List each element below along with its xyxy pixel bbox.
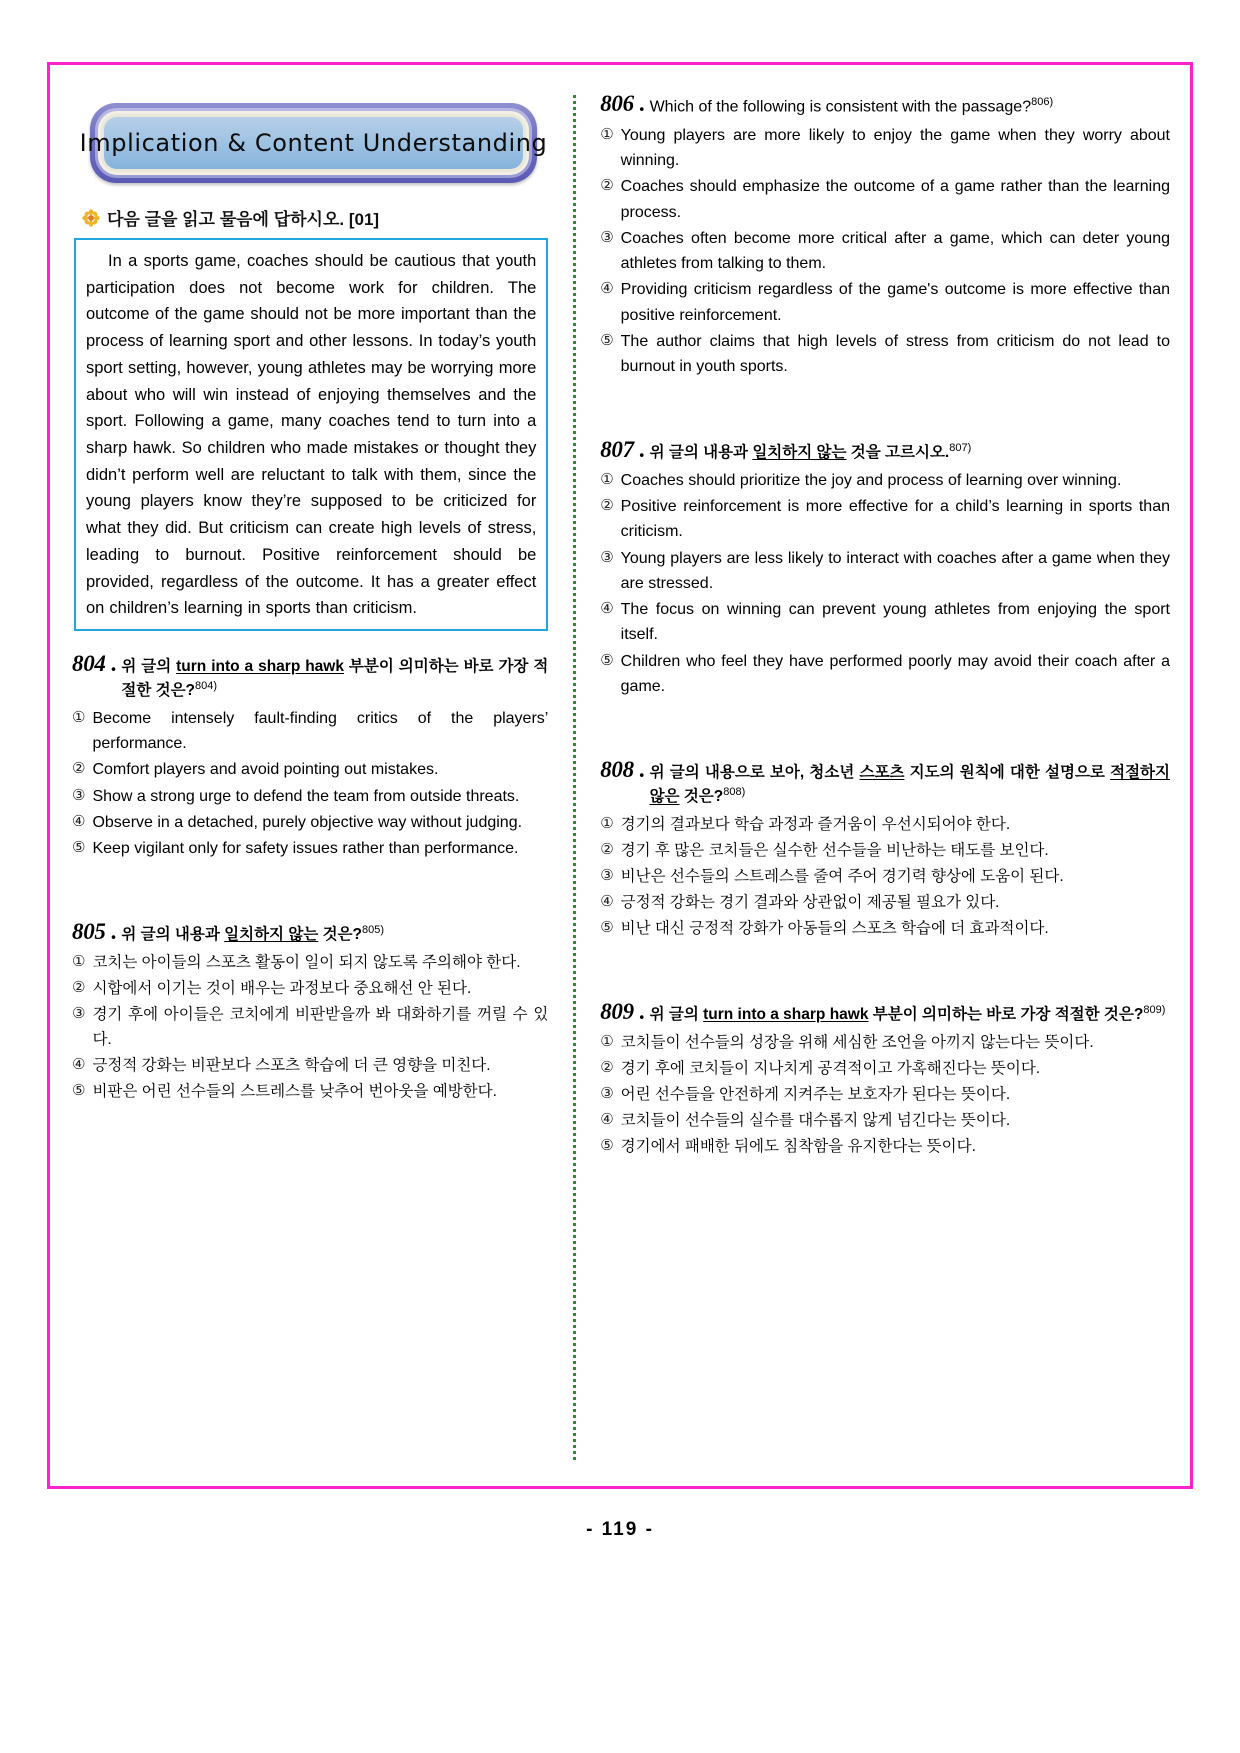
option-item[interactable] <box>600 1108 1170 1133</box>
option-item[interactable] <box>600 916 1170 941</box>
question-806-number: 806 <box>600 91 634 116</box>
option-item[interactable] <box>72 950 548 975</box>
option-marker: ⑤ <box>600 331 614 349</box>
question-807 <box>600 437 1170 699</box>
option-marker: ② <box>600 496 614 514</box>
option-item[interactable] <box>600 812 1170 837</box>
option-item[interactable] <box>600 890 1170 915</box>
option-marker: ① <box>600 814 614 832</box>
option-marker: ④ <box>72 1056 86 1073</box>
reading-instruction-label: 다음 글을 읽고 물음에 답하시오. [01] <box>107 210 380 229</box>
question-807-stem: 위 글의 내용과 일치하지 않는 것을 고르시오.$^{807)}$ <box>649 442 972 462</box>
option-item[interactable] <box>72 757 548 782</box>
option-text: 긍정적 강화는 비판보다 스포츠 학습에 더 큰 영향을 미친다. <box>92 1057 491 1074</box>
option-marker: ③ <box>72 1004 86 1022</box>
option-text: Become intensely fault-finding critics of the players’ performance. <box>92 709 549 752</box>
option-text: 경기에서 패배한 뒤에도 침착함을 유지한다는 뜻이다. <box>620 1137 976 1155</box>
option-text: 경기 후 많은 코치들은 실수한 선수들을 비난하는 태도를 보인다. <box>620 841 1049 859</box>
question-806-stem: Which of the following is consistent with the passage?$^{806)}$ <box>649 95 1054 115</box>
option-text: 비판은 어린 선수들의 스트레스를 낮추어 번아웃을 예방한다. <box>92 1083 497 1101</box>
question-804-options <box>72 706 548 862</box>
banner-title: Implication & Content Understanding <box>79 129 548 157</box>
question-808-stem: 위 글의 내용으로 보아, 청소년 스포츠 지도의 원칙에 대한 설명으로 적절하지 않은 것은?$^{808)}$ <box>649 764 1170 806</box>
option-item[interactable] <box>600 597 1170 648</box>
option-item[interactable] <box>600 546 1170 597</box>
option-text: 비난은 선수들의 스트레스를 줄여 주어 경기력 향상에 도움이 된다. <box>620 867 1064 885</box>
option-item[interactable] <box>600 226 1170 277</box>
page-footer <box>0 1519 1240 1541</box>
option-marker: ③ <box>600 548 614 566</box>
option-text: Young players are more likely to enjoy the game when they worry about winning. <box>620 126 1170 170</box>
question-809 <box>600 999 1170 1159</box>
page-number: - 119 - <box>586 1519 654 1540</box>
option-text: Observe in a detached, purely objective way without judging. <box>92 813 523 831</box>
option-item[interactable] <box>600 468 1170 493</box>
option-text: Keep vigilant only for safety issues rather than performance. <box>92 840 519 858</box>
question-809-ref: 809) <box>1143 1004 1166 1017</box>
option-item[interactable] <box>600 277 1170 328</box>
option-item[interactable] <box>72 810 548 835</box>
question-808-options <box>600 812 1170 942</box>
question-805-ref: 805) <box>362 924 385 937</box>
question-805-stem: 위 글의 내용과 일치하지 않는 것은?$^{805)}$ <box>121 924 385 944</box>
option-text: The author claims that high levels of stress from criticism do not lead to burnout in youth sports. <box>620 332 1170 376</box>
question-809-number: 809 <box>600 999 634 1025</box>
option-marker: ④ <box>600 280 614 298</box>
question-805-options <box>72 950 548 1105</box>
question-808 <box>600 757 1170 941</box>
question-804-head: 804 . 위 글의 turn into a sharp hawk 부분이 의미하는 바로 가장 적절한 것은?$^{804)}$ <box>72 651 548 703</box>
banner-core <box>79 117 548 169</box>
flower-icon <box>82 209 100 227</box>
option-marker: ② <box>600 1058 614 1076</box>
option-item[interactable] <box>72 784 548 809</box>
option-text: Positive reinforcement is more effective for a child’s learning in sports than criticism. <box>620 497 1170 541</box>
option-text: 코치들이 선수들의 성장을 위해 세심한 조언을 아끼지 않는다는 뜻이다. <box>620 1033 1094 1051</box>
option-item[interactable] <box>72 1079 548 1104</box>
option-marker: ① <box>600 1032 614 1050</box>
option-marker: ④ <box>600 1110 614 1128</box>
option-item[interactable] <box>600 1056 1170 1081</box>
option-item[interactable] <box>600 174 1170 225</box>
question-809-stem: 위 글의 turn into a sharp hawk 부분이 의미하는 바로 가장 적절한 것은?$^{809)}$ <box>649 1004 1166 1024</box>
question-807-number: 807 <box>600 437 634 463</box>
section-banner <box>79 103 548 183</box>
option-item[interactable] <box>600 123 1170 174</box>
option-item[interactable] <box>72 1053 548 1078</box>
option-text: Coaches often become more critical after a game, which can deter young athletes from talking to them. <box>620 229 1170 273</box>
option-text: 시합에서 이기는 것이 배우는 과정보다 중요해선 안 된다. <box>92 979 472 997</box>
question-806-options <box>600 123 1170 380</box>
question-804-number: 804 <box>72 651 106 677</box>
option-marker: ⑤ <box>600 1136 614 1154</box>
option-marker: ④ <box>600 893 614 911</box>
option-marker: ③ <box>600 228 614 246</box>
banner-layer-cream <box>79 111 548 175</box>
page-frame <box>47 62 1193 1489</box>
left-column <box>58 73 562 1478</box>
option-marker: ③ <box>600 1084 614 1102</box>
option-item[interactable] <box>600 649 1170 700</box>
option-text: 어린 선수들을 안전하게 지켜주는 보호자가 된다는 뜻이다. <box>620 1085 1011 1103</box>
option-marker: ① <box>72 708 86 726</box>
passage-box <box>74 238 548 631</box>
option-item[interactable] <box>600 1082 1170 1107</box>
question-804 <box>72 651 548 861</box>
option-marker: ③ <box>600 866 614 884</box>
option-text: 코치는 아이들의 스포츠 활동이 일이 되지 않도록 주의해야 한다. <box>92 953 521 971</box>
option-text: 긍정적 강화는 경기 결과와 상관없이 제공될 필요가 있다. <box>620 894 1000 912</box>
option-item[interactable] <box>72 1002 548 1052</box>
option-marker: ① <box>72 952 86 970</box>
option-text: Coaches should prioritize the joy and process of learning over winning. <box>620 471 1122 489</box>
option-text: 비난 대신 긍정적 강화가 아동들의 스포츠 학습에 더 효과적이다. <box>620 920 1049 938</box>
question-804-ref: 804) <box>195 680 218 693</box>
question-806-head: 806 . Which of the following is consistent with the passage?$^{806)}$ <box>600 91 1170 120</box>
reading-instruction <box>82 205 548 230</box>
option-item[interactable] <box>600 494 1170 545</box>
question-808-head: 808 . 위 글의 내용으로 보아, 청소년 스포츠 지도의 원칙에 대한 설명으로 적절하지 않은 것은?$^{808)}$ <box>600 757 1170 809</box>
option-marker: ② <box>600 840 614 858</box>
option-text: Children who feel they have performed poorly may avoid their coach after a game. <box>620 652 1170 695</box>
option-marker: ⑤ <box>600 919 614 937</box>
option-text: Young players are less likely to interact with coaches after a game when they are stressed. <box>620 549 1170 592</box>
option-marker: ④ <box>600 600 614 618</box>
right-column <box>584 73 1182 1478</box>
option-item[interactable] <box>600 864 1170 889</box>
option-marker: ④ <box>72 812 86 830</box>
option-text: 경기 후에 코치들이 지나치게 공격적이고 가혹해진다는 뜻이다. <box>620 1059 1041 1077</box>
banner-layer-mid <box>79 108 548 178</box>
question-806 <box>600 91 1170 379</box>
option-marker: ① <box>600 470 614 488</box>
question-807-options <box>600 468 1170 699</box>
option-marker: ② <box>72 978 86 996</box>
option-text: 경기의 결과보다 학습 과정과 즐거움이 우선시되어야 한다. <box>620 815 1011 833</box>
option-item[interactable] <box>600 1030 1170 1055</box>
option-marker: ② <box>600 177 614 195</box>
option-marker: ① <box>600 125 614 143</box>
option-text: 코치들이 선수들의 실수를 대수롭지 않게 넘긴다는 뜻이다. <box>620 1111 1011 1129</box>
option-text: The focus on winning can prevent young athletes from enjoying the sport itself. <box>620 601 1170 644</box>
option-text: 경기 후에 아이들은 코치에게 비판받을까 봐 대화하기를 꺼릴 수 있다. <box>92 1005 549 1048</box>
question-804-stem: 위 글의 turn into a sharp hawk 부분이 의미하는 바로 가장 적절한 것은?$^{804)}$ <box>121 658 549 700</box>
option-marker: ② <box>72 760 86 778</box>
question-807-ref: 807) <box>949 442 972 455</box>
question-805 <box>72 919 548 1104</box>
option-text: Providing criticism regardless of the game's outcome is more effective than positive reinforcement. <box>620 281 1170 324</box>
column-divider <box>562 73 584 1478</box>
option-item[interactable] <box>72 706 548 757</box>
option-text: Comfort players and avoid pointing out mistakes. <box>92 761 439 779</box>
question-809-head: 809 . 위 글의 turn into a sharp hawk 부분이 의미하는 바로 가장 적절한 것은?$^{809)}$ <box>600 999 1170 1026</box>
option-marker: ⑤ <box>72 839 86 857</box>
option-item[interactable] <box>72 836 548 861</box>
question-808-ref: 808) <box>723 786 746 799</box>
banner-layer-outer <box>79 103 548 183</box>
option-text: Show a strong urge to defend the team from outside threats. <box>92 787 520 805</box>
question-805-number: 805 <box>72 919 106 945</box>
option-item[interactable] <box>600 1134 1170 1159</box>
option-item[interactable] <box>600 329 1170 380</box>
option-text: Coaches should emphasize the outcome of a game rather than the learning process. <box>620 178 1170 221</box>
option-item[interactable] <box>72 976 548 1001</box>
option-marker: ⑤ <box>600 651 614 669</box>
banner-layer-inner <box>79 114 548 172</box>
passage-text: In a sports game, coaches should be cautious that youth participation does not become work for children. The outcome of the game should not be more important than the process of learning sport and other lessons. In today’s youth sport setting, however, young athletes may be worrying more about who will win instead of enjoying themselves and the sport. Following a game, many coaches tend to turn into a sharp hawk. So children who made mistakes or thought they didn’t perform well are reluctant to talk with them, since the young players know they’re supposed to be criticized for what they did. But criticism can create high levels of stress, leading to burnout. Positive reinforcement should be provided, regardless of the outcome. It has a greater effect on children’s learning in sports than criticism. <box>86 252 537 618</box>
question-808-number: 808 <box>600 757 634 783</box>
option-marker: ⑤ <box>72 1082 86 1100</box>
question-805-head: 805 . 위 글의 내용과 일치하지 않는 것은?$^{805)}$ <box>72 919 548 946</box>
option-marker: ③ <box>72 786 86 804</box>
question-806-ref: 806) <box>1031 95 1054 108</box>
option-item[interactable] <box>600 838 1170 863</box>
question-809-options <box>600 1030 1170 1160</box>
question-807-head: 807 . 위 글의 내용과 일치하지 않는 것을 고르시오.$^{807)}$ <box>600 437 1170 464</box>
